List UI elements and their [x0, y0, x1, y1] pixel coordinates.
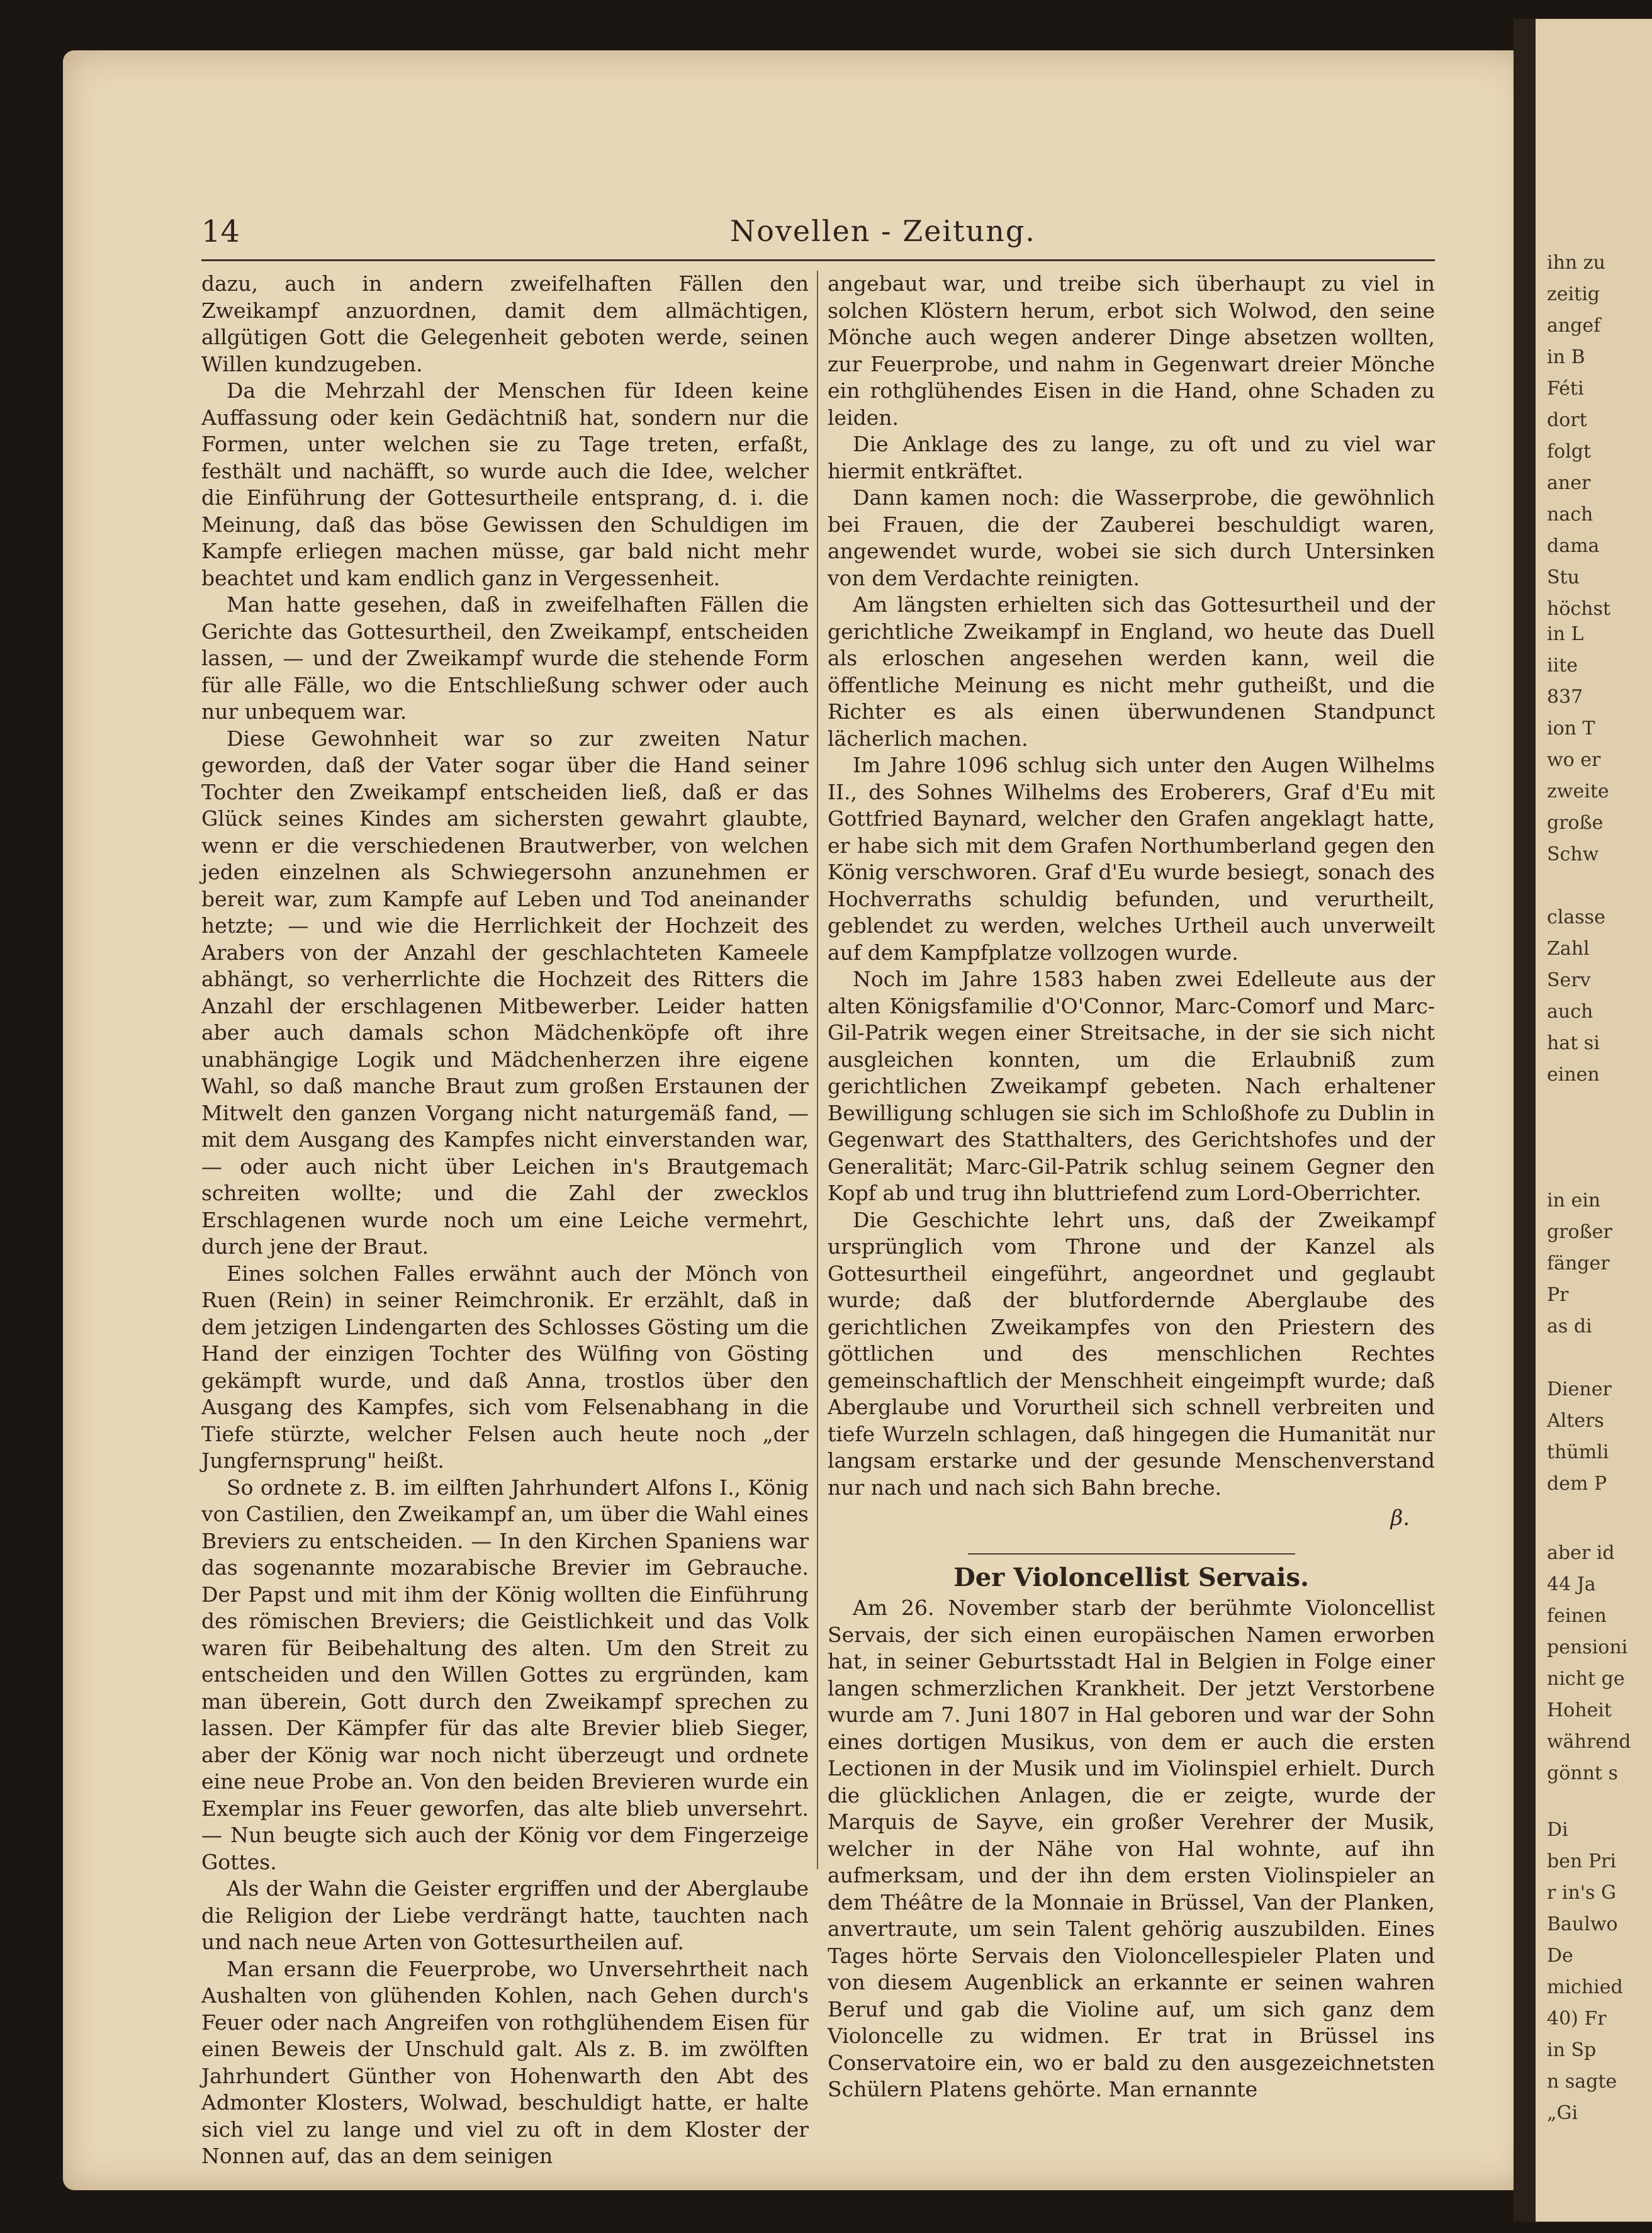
header-rule	[201, 259, 1435, 261]
facing-page-fragment: zeitig	[1547, 283, 1600, 305]
facing-page-fragment: aber id	[1547, 1542, 1615, 1564]
facing-page-fragment: hat si	[1547, 1032, 1600, 1054]
facing-page-fragment: gönnt s	[1547, 1762, 1618, 1784]
facing-page-fragment: in L	[1547, 623, 1584, 645]
facing-page-fragment: fänger	[1547, 1252, 1610, 1274]
facing-page-fragment: angef	[1547, 315, 1601, 337]
facing-page-fragment: 837	[1547, 686, 1583, 708]
facing-page-fragment: 44 Ja	[1547, 1573, 1596, 1595]
author-signature: β.	[1390, 1505, 1410, 1531]
paragraph: Die Anklage des zu lange, zu oft und zu viel war hiermit entkräftet.	[828, 432, 1435, 483]
facing-page-fragment: Pr	[1547, 1284, 1569, 1306]
facing-page-fragment: dort	[1547, 409, 1587, 431]
facing-page-fragment: iite	[1547, 655, 1578, 677]
facing-page-fragment: ben Pri	[1547, 1850, 1616, 1872]
facing-page-fragment: as di	[1547, 1315, 1592, 1337]
paragraph: Die Geschichte lehrt uns, daß der Zweikampf ursprünglich vom Throne und der Kanzel als Gottesurtheil eingeführt, angeordnet und geglaubt wurde; daß der blutfordernde Aberglaube des gerichtlichen Zweikampfes von den Priestern des göttlichen und des menschlichen Rechtes gemeinschaftlich der Menschheit eingeimpft wurde; daß Aberglaube und Vorurtheil sich schnell verbreiten und tiefe Wurzeln schlagen, daß hingegen die Humanität nur langsam erstarke und der gesunde Menschenverstand nur nach und nach sich Bahn breche.	[828, 1207, 1435, 1500]
book-gutter	[1514, 19, 1539, 2222]
facing-page-fragment: während	[1547, 1731, 1631, 1753]
paragraph: Man hatte gesehen, daß in zweifelhaften Fällen die Gerichte das Gottesurtheil, den Zweikampf, entscheiden lassen, — und der Zweikampf wurde die stehende Form für alle Fälle, wo die Entschließung schwer oder auch nur unbequem war.	[201, 592, 809, 724]
facing-page-fragment: „Gi	[1547, 2102, 1578, 2124]
facing-page-fragment: zweite	[1547, 780, 1609, 802]
facing-page-fragment: nach	[1547, 503, 1593, 526]
facing-page-fragment: michied	[1547, 1976, 1623, 1998]
paragraph: Als der Wahn die Geister ergriffen und der Aberglaube die Religion der Liebe verdrängt hatte, tauchten nach und nach neue Arten von Gottesurtheilen auf.	[201, 1876, 809, 1954]
facing-page-fragment: Baulwo	[1547, 1913, 1618, 1935]
facing-page-fragment: pensioni	[1547, 1636, 1628, 1658]
facing-page-fragment: Alters	[1547, 1410, 1604, 1432]
paragraph: Diese Gewohnheit war so zur zweiten Natur geworden, daß der Vater sogar über die Hand seiner Tochter den Zweikampf entscheiden ließ, daß er das Glück seines Kindes am sichersten gewahrt glaubte, wenn er die verschiedenen Brautwerber, von welchen jeden einzelnen als Schwiegersohn anzunehmen er bereit war, zum Kampfe auf Leben und Tod aneinander hetzte; — und wie die Herrlichkeit der Hochzeit des Arabers von der Anzahl der geschlachteten Kameele abhängt, so verherrlichte die Hochzeit des Ritters die Anzahl der erschlagenen Mitbewerber. Leider hatten aber auch damals schon Mädchenköpfe oft ihre unabhängige Logik und Mädchenherzen ihre eigene Wahl, so daß manche Braut zum großen Erstaunen der Mitwelt den ganzen Vorgang nicht naturgemäß fand, — mit dem Ausgang des Kampfes nicht einverstanden war, — oder auch nicht über Leichen in's Brautgemach schreiten wollte; und die Zahl der zwecklos Erschlagenen wurde noch um eine Leiche vermehrt, durch jene der Braut.	[201, 726, 809, 1259]
facing-page-fragment: thümli	[1547, 1441, 1609, 1463]
facing-page-fragment: aner	[1547, 472, 1591, 494]
facing-page-fragment: in B	[1547, 346, 1585, 368]
facing-page-fragment: ion T	[1547, 717, 1595, 740]
facing-page-fragment: Serv	[1547, 969, 1591, 991]
paragraph: Eines solchen Falles erwähnt auch der Mönch von Ruen (Rein) in seiner Reimchronik. Er erzählt, daß in dem jetzigen Lindengarten des Schlosses Gösting um die Hand der einzigen Tochter des Wülfing von Gösting gekämpft wurde, und daß Anna, trostlos über den Ausgang des Kampfes, sich vom Felsenabhang in die Tiefe stürzte, welcher Felsen auch heute noch „der Jungfernsprung" heißt.	[201, 1261, 809, 1473]
paragraph: dazu, auch in andern zweifelhaften Fällen den Zweikampf anzuordnen, damit dem allmächtigen, allgütigen Gott die Gelegenheit geboten werde, seinen Willen kundzugeben.	[201, 271, 809, 376]
facing-page-fragment: Féti	[1547, 378, 1584, 400]
facing-page-fragment: 40) Fr	[1547, 2008, 1607, 2030]
facing-page-fragment: r in's G	[1547, 1882, 1616, 1904]
facing-page-fragment: ihn zu	[1547, 252, 1605, 274]
facing-page	[1536, 19, 1652, 2222]
facing-page-fragment: folgt	[1547, 441, 1592, 463]
facing-page-fragment: auch	[1547, 1001, 1593, 1023]
facing-page-fragment: in Sp	[1547, 2039, 1597, 2061]
page-number: 14	[201, 214, 240, 249]
running-title: Novellen - Zeitung.	[730, 214, 1036, 248]
facing-page-fragment: große	[1547, 812, 1604, 834]
paragraph: Da die Mehrzahl der Menschen für Ideen keine Auffassung oder kein Gedächtniß hat, sondern nur die Formen, unter welchen sie zu Tage treten, erfaßt, festhält und nachäfft, so wurde auch die Idee, welcher die Einführung der Gottesurtheile entsprang, d. i. die Meinung, daß das böse Gewissen den Schuldigen im Kampfe erliegen machen müsse, gar bald nicht mehr beachtet und kam endlich ganz in Vergessenheit.	[201, 378, 809, 590]
paragraph: So ordnete z. B. im eilften Jahrhundert Alfons I., König von Castilien, den Zweikampf an, um über die Wahl eines Breviers zu entscheiden. — In den Kirchen Spaniens war das sogenannte mozarabische Brevier im Gebrauche. Der Papst und mit ihm der König wollten die Einführung des römischen Breviers; die Geistlichkeit und das Volk waren für Beibehaltung des alten. Um den Streit zu entscheiden und den Willen Gottes zu ergründen, kam man überein, Gott durch den Zweikampf sprechen zu lassen. Der Kämpfer für das alte Brevier blieb Sieger, aber der König war noch nicht überzeugt und ordnete eine neue Probe an. Von den beiden Brevieren wurde ein Exemplar ins Feuer geworfen, das alte blieb unversehrt. — Nun beugte sich auch der König vor dem Fingerzeige Gottes.	[201, 1475, 809, 1874]
facing-page-fragment: großer	[1547, 1221, 1612, 1243]
facing-page-fragment: dama	[1547, 535, 1600, 557]
facing-page-fragment: Diener	[1547, 1378, 1612, 1400]
facing-page-fragment: dem P	[1547, 1473, 1607, 1495]
facing-page-fragment: Hoheit	[1547, 1699, 1612, 1721]
facing-page-fragment: classe	[1547, 906, 1605, 928]
facing-page-fragment: in ein	[1547, 1190, 1601, 1212]
facing-page-fragment: Stu	[1547, 566, 1580, 588]
paragraph: angebaut war, und treibe sich überhaupt zu viel in solchen Klöstern herum, erbot sich Wolwod, den seine Mönche auch wegen anderer Dinge absetzen wollten, zur Feuerprobe, und nahm in Gegenwart dreier Mönche ein rothglühendes Eisen in die Hand, ohne Schaden zu leiden.	[828, 271, 1435, 430]
paragraph: Dann kamen noch: die Wasserprobe, die gewöhnlich bei Frauen, die der Zauberei beschuldigt waren, angewendet wurde, wobei sie sich durch Untersinken von dem Verdachte reinigten.	[828, 485, 1435, 590]
paragraph: Am längsten erhielten sich das Gottesurtheil und der gerichtliche Zweikampf in England, wo heute das Duell als erloschen angesehen werden kann, weil die öffentliche Meinung es nicht mehr gutheißt, und die Richter es als einen überwundenen Standpunct lächerlich machen.	[828, 592, 1435, 751]
facing-page-fragment: Zahl	[1547, 938, 1590, 960]
facing-page-fragment: nicht ge	[1547, 1668, 1625, 1690]
facing-page-fragment: einen	[1547, 1064, 1600, 1086]
left-column	[201, 271, 809, 2168]
paragraph: Noch im Jahre 1583 haben zwei Edelleute aus der alten Königsfamilie d'O'Connor, Marc-Comorf und Marc-Gil-Patrik wegen einer Streitsache, in der sie sich nicht ausgleichen konnten, um die Erlaubniß zum gerichtlichen Zweikampf gebeten. Nach erhaltener Bewilligung schlugen sie sich im Schloßhofe zu Dublin in Gegenwart des Statthalters, des Gerichtshofes und der Generalität; Marc-Gil-Patrik schlug seinem Gegner den Kopf ab und trug ihn bluttriefend zum Lord-Oberrichter.	[828, 967, 1435, 1205]
paragraph: Am 26. November starb der berühmte Violoncellist Servais, der sich einen europäischen Namen erworben hat, in seiner Geburtsstadt Hal in Belgien in Folge einer langen schmerzlichen Krankheit. Der jetzt Verstorbene wurde am 7. Juni 1807 in Hal geboren und war der Sohn eines dortigen Musikus, von dem er auch die ersten Lectionen in der Musik und im Violinspiel erhielt. Durch die glücklichen Anlagen, die er zeigte, wurde der Marquis de Sayve, ein großer Verehrer der Musik, welcher in der Nähe von Hal wohnte, auf ihn aufmerksam, und der ihn dem ersten Violinspieler an dem Théâtre de la Monnaie in Brüssel, Van der Planken, anvertraute, um sein Talent gehörig auszubilden. Eines Tages hörte Servais den Violoncellespieler Platen und von diesem Augenblick an erkannte er seinen wahren Beruf und gab die Violine auf, um sich ganz dem Violoncelle zu widmen. Er trat in Brüssel ins Conservatoire ein, wo er bald zu den ausgezeichnetsten Schülern Platens gehörte. Man ernannte	[828, 1595, 1435, 2101]
facing-page-fragment: De	[1547, 1945, 1573, 1967]
paragraph: Im Jahre 1096 schlug sich unter den Augen Wilhelms II., des Sohnes Wilhelms des Eroberers, Graf d'Eu mit Gottfried Baynard, welcher den Grafen angeklagt hatte, er habe sich mit dem Grafen Northumberland gegen den König verschworen. Graf d'Eu wurde besiegt, sonach des Hochverraths schuldig befunden, und verurtheilt, geblendet zu werden, welches Urtheil auch unverweilt auf dem Kampfplatze vollzogen wurde.	[828, 753, 1435, 965]
section-rule	[968, 1553, 1295, 1555]
article-title: Der Violoncellist Servais.	[953, 1562, 1309, 1592]
right-column	[828, 271, 1435, 2101]
facing-page-fragment: höchst	[1547, 598, 1610, 620]
facing-page-fragment: Schw	[1547, 843, 1599, 865]
column-divider	[817, 271, 818, 1869]
facing-page-fragment: wo er	[1547, 749, 1601, 771]
page-header	[201, 214, 1435, 252]
facing-page-fragment: feinen	[1547, 1605, 1607, 1627]
paragraph: Man ersann die Feuerprobe, wo Unversehrtheit nach Aushalten von glühenden Kohlen, nach Gehen durch's Feuer oder nach Angreifen von rothglühendem Eisen für einen Beweis der Unschuld galt. Als z. B. im zwölften Jahrhundert Günther von Hohenwarth den Abt des Admonter Klosters, Wolwad, beschuldigt hatte, er halte sich viel zu lange und viel zu oft in dem Kloster der Nonnen auf, das an dem seinigen	[201, 1956, 809, 2168]
facing-page-fragment: Di	[1547, 1819, 1568, 1841]
facing-page-fragment: n sagte	[1547, 2071, 1617, 2093]
